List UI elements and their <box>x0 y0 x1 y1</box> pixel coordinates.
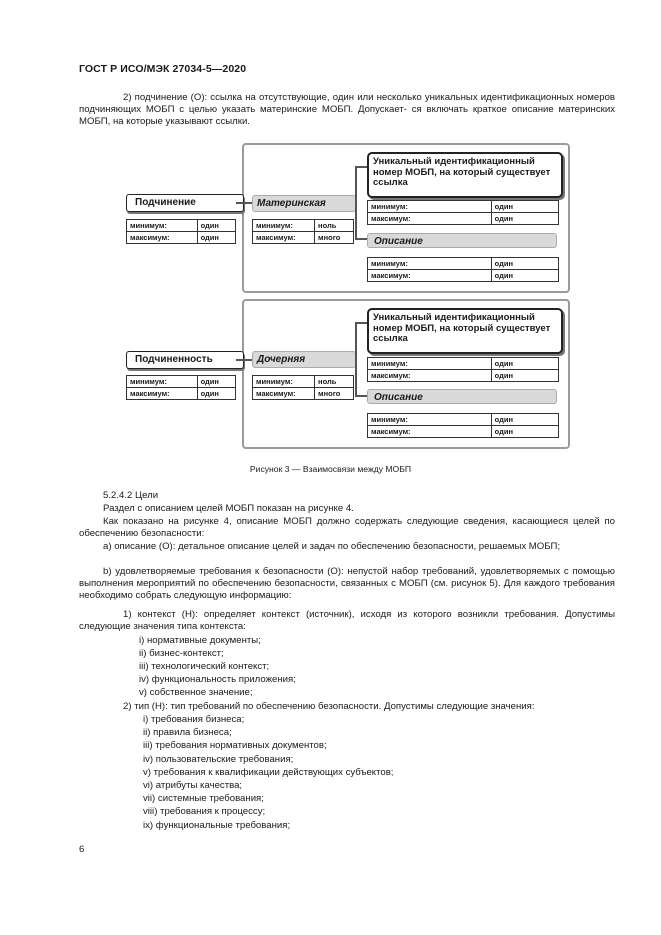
section-paragraph: Как показано на рисунке 4, описание МОБП должно содержать следующие сведения, касающиеся целей по обеспечению безопасности: <box>79 516 615 540</box>
cell: максимум: <box>368 426 492 438</box>
description-table <box>367 413 559 438</box>
cell: один <box>197 220 235 232</box>
cell: один <box>197 376 235 388</box>
list-item: ii) бизнес-контекст; <box>139 648 224 659</box>
cell: много <box>315 232 354 244</box>
cell: минимум: <box>368 201 492 213</box>
section-paragraph: 2) тип (Н): тип требований по обеспечению безопасности. Допустимы следующие значения: <box>123 701 535 712</box>
cell: один <box>491 358 558 370</box>
list-item: v) требования к квалификации действующих субъектов; <box>143 767 394 778</box>
cell: минимум: <box>368 414 492 426</box>
cell: минимум: <box>253 220 315 232</box>
connector-line <box>355 395 367 397</box>
cell: максимум: <box>127 232 198 244</box>
list-item: iv) пользовательские требования; <box>143 754 294 765</box>
list-item: vii) системные требования; <box>143 793 264 804</box>
cell: один <box>197 232 235 244</box>
cell: ноль <box>315 220 354 232</box>
list-item: i) нормативные документы; <box>139 635 261 646</box>
cell: максимум: <box>253 232 315 244</box>
cell: максимум: <box>127 388 198 400</box>
list-item: iv) функциональность приложения; <box>139 674 296 685</box>
unique-id-table <box>367 200 559 225</box>
connector-line <box>355 166 357 238</box>
connector-line <box>236 202 252 204</box>
figure-caption: Рисунок 3 — Взаимосвязи между МОБП <box>249 464 412 474</box>
cell: максимум: <box>368 370 492 382</box>
cell: один <box>491 201 558 213</box>
cell: один <box>197 388 235 400</box>
cell: минимум: <box>127 376 198 388</box>
cell: один <box>491 258 558 270</box>
cell: один <box>491 270 558 282</box>
subordinacy-table <box>126 375 236 400</box>
cell: один <box>491 414 558 426</box>
unique-id-box: Уникальный идентификационный номер МОБП, на который существует ссылка <box>367 308 563 354</box>
unique-id-table <box>367 357 559 382</box>
cell: один <box>491 213 558 225</box>
parent-box: Материнская <box>252 195 356 212</box>
description-box: Описание <box>367 233 557 248</box>
cell: минимум: <box>368 358 492 370</box>
cell: максимум: <box>368 270 492 282</box>
cell: ноль <box>315 376 354 388</box>
intro-paragraph: 2) подчинение (О): ссылка на отсутствующие, один или несколько уникальных идентификационных номеров подчиняющих МОБП с целью указать материнские МОБП. Допускает- ся включать краткое описание материнских МОБП, на которые указывают ссылки. <box>79 92 615 128</box>
subordination-table <box>126 219 236 244</box>
list-item: ii) правила бизнеса; <box>143 727 232 738</box>
cell: много <box>315 388 354 400</box>
connector-line <box>355 166 367 168</box>
parent-table <box>252 219 354 244</box>
section-paragraph: b) удовлетворяемые требования к безопасности (О): непустой набор требований, удовлетворяемых с помощью выполнения мероприятий по обеспечению безопасности, связанных с МОБП (см. рисунок 5). Для каждого требования необходимо собрать следующую информацию: <box>79 566 615 602</box>
cell: один <box>491 426 558 438</box>
section-paragraph: Раздел с описанием целей МОБП показан на рисунке 4. <box>103 503 354 514</box>
cell: минимум: <box>253 376 315 388</box>
description-box: Описание <box>367 389 557 404</box>
list-item: viii) требования к процессу; <box>143 806 266 817</box>
unique-id-box: Уникальный идентификационный номер МОБП, на который существует ссылка <box>367 152 563 198</box>
list-item: vi) атрибуты качества; <box>143 780 243 791</box>
cell: минимум: <box>127 220 198 232</box>
cell: максимум: <box>253 388 315 400</box>
description-table <box>367 257 559 282</box>
child-box: Дочерняя <box>252 351 356 368</box>
section-paragraph: 1) контекст (Н): определяет контекст (источник), исходя из которого возникли требования. Допустимы следующие значения типа контекста: <box>79 609 615 633</box>
cell: один <box>491 370 558 382</box>
subordinacy-box: Подчиненность <box>126 351 244 369</box>
list-item: iii) технологический контекст; <box>139 661 270 672</box>
connector-line <box>355 322 367 324</box>
child-table <box>252 375 354 400</box>
section-heading: 5.2.4.2 Цели <box>103 490 159 501</box>
list-item: v) собственное значение; <box>139 687 253 698</box>
connector-line <box>236 359 252 361</box>
document-header: ГОСТ Р ИСО/МЭК 27034-5—2020 <box>79 63 247 75</box>
connector-line <box>355 322 357 396</box>
page-number: 6 <box>79 844 85 855</box>
connector-line <box>355 238 367 240</box>
cell: максимум: <box>368 213 492 225</box>
list-item: ix) функциональные требования; <box>143 820 291 831</box>
list-item: iii) требования нормативных документов; <box>143 740 327 751</box>
cell: минимум: <box>368 258 492 270</box>
list-item: i) требования бизнеса; <box>143 714 245 725</box>
subordination-box: Подчинение <box>126 194 244 212</box>
section-paragraph: а) описание (О): детальное описание целей и задач по обеспечению безопасности, решаемых МОБП; <box>103 541 561 552</box>
